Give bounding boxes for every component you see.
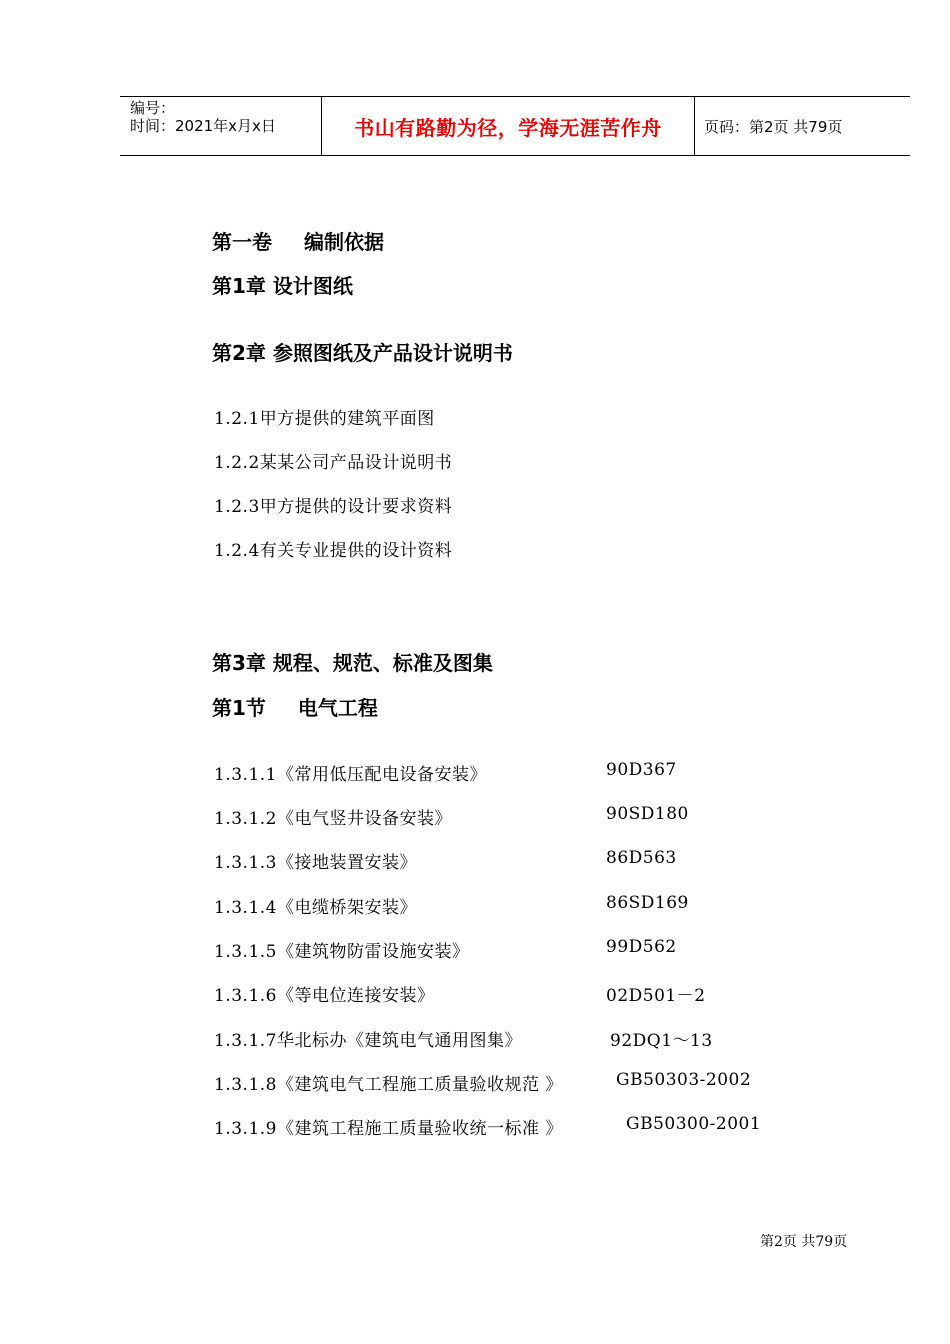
standard-row	[214, 804, 689, 829]
list-item: 1.2.3甲方提供的设计要求资料	[214, 497, 453, 517]
standard-row	[214, 1026, 713, 1051]
number-label: 编号：	[130, 99, 176, 117]
time-label: 时间：2021年x月x日	[130, 117, 276, 135]
standard-row	[214, 893, 689, 918]
standard-row	[214, 760, 677, 785]
standard-code: 86SD169	[606, 893, 689, 913]
standard-title: 1.3.1.6《等电位连接安装》	[214, 986, 435, 1006]
standard-title: 1.3.1.7华北标办《建筑电气通用图集》	[214, 1031, 522, 1051]
header-motto: 书山有路勤为径，学海无涯苦作舟	[354, 115, 662, 140]
chapter-3-heading: 第3章 规程、规范、标准及图集	[212, 651, 493, 675]
section-1-heading	[212, 692, 378, 721]
standard-title: 1.3.1.3《接地装置安装》	[214, 853, 417, 873]
page-footer: 第2页 共79页	[760, 1234, 848, 1250]
list-item: 1.2.2某某公司产品设计说明书	[214, 453, 453, 473]
standard-title: 1.3.1.2《电气竖井设备安装》	[214, 809, 452, 829]
section-label: 第1节	[212, 696, 266, 720]
standard-code: GB50303-2002	[616, 1070, 752, 1090]
standard-title: 1.3.1.1《常用低压配电设备安装》	[214, 765, 487, 785]
standard-code: 90SD180	[606, 804, 689, 824]
header-divider	[694, 97, 695, 155]
standard-code: 02D501－2	[606, 986, 706, 1006]
standard-code: 99D562	[606, 937, 677, 957]
section-title: 电气工程	[297, 696, 378, 720]
standard-title: 1.3.1.4《电缆桥架安装》	[214, 898, 417, 918]
standard-title: 1.3.1.5《建筑物防雷设施安装》	[214, 942, 470, 962]
standard-row	[214, 1114, 762, 1139]
standard-code: 90D367	[606, 760, 677, 780]
list-item: 1.2.4有关专业提供的设计资料	[214, 541, 453, 561]
header-page-info: 页码：第2页 共79页	[704, 117, 843, 136]
chapter-1-heading: 第1章 设计图纸	[212, 274, 353, 298]
page-header	[120, 96, 910, 156]
list-item: 1.2.1甲方提供的建筑平面图	[214, 409, 435, 429]
standard-row	[214, 937, 677, 962]
chapter-2-heading: 第2章 参照图纸及产品设计说明书	[212, 341, 513, 365]
volume-title: 编制依据	[304, 230, 384, 254]
standard-row	[214, 981, 706, 1006]
header-meta	[130, 97, 320, 155]
standard-title: 1.3.1.9《建筑工程施工质量验收统一标准 》	[214, 1119, 563, 1139]
standard-row	[214, 848, 677, 873]
standard-code: 86D563	[606, 848, 677, 868]
volume-label: 第一卷	[212, 230, 272, 254]
standard-title: 1.3.1.8《建筑电气工程施工质量验收规范 》	[214, 1075, 563, 1095]
standard-code: 92DQ1～13	[610, 1031, 713, 1051]
volume-heading	[212, 226, 384, 255]
standard-code: GB50300-2001	[626, 1114, 762, 1134]
standard-row	[214, 1070, 752, 1095]
